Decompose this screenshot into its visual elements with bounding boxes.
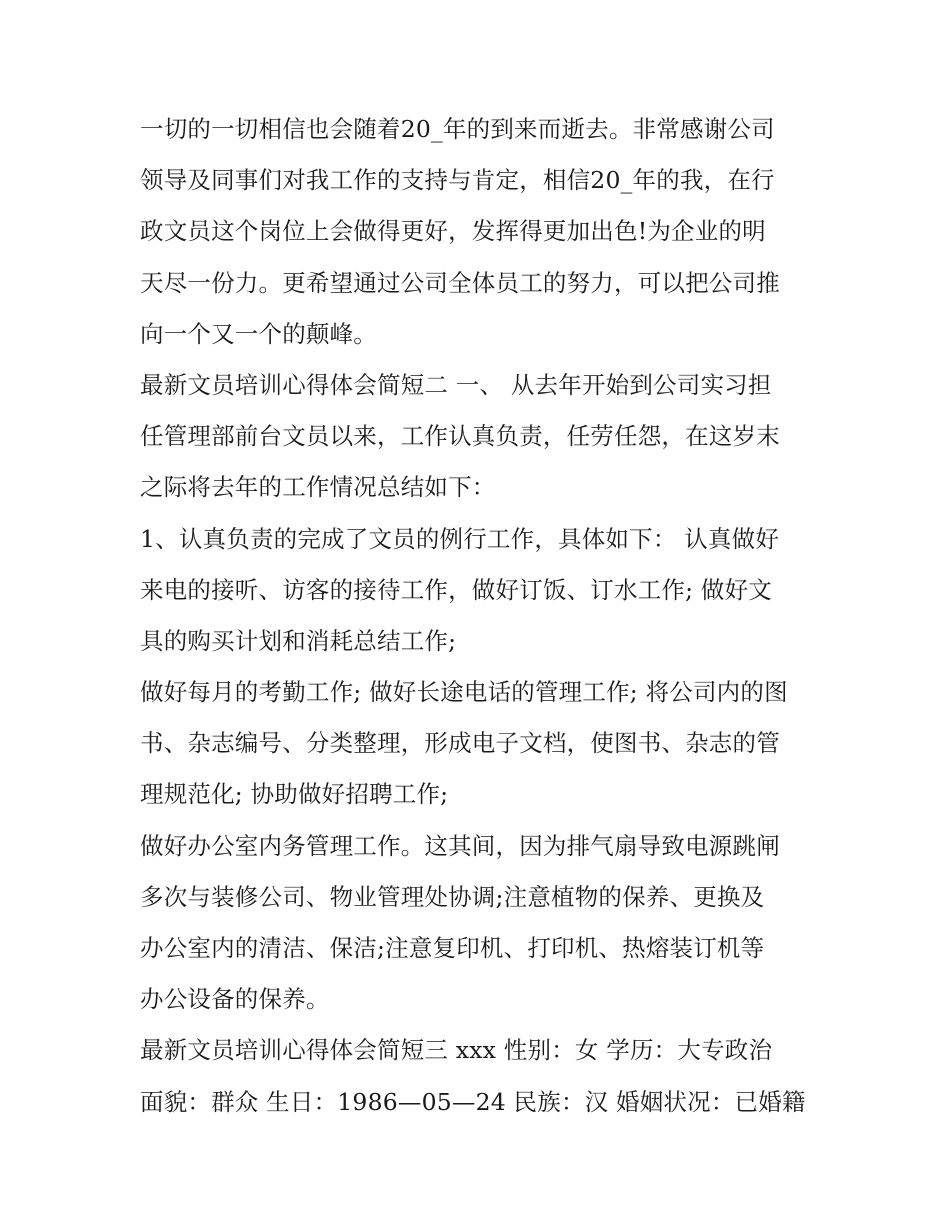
- text-line: 任管理部前台文员以来，工作认真负责，任劳任怨，在这岁末: [140, 422, 780, 451]
- text-line: 来电的接听、访客的接待工作，做好订饭、订水工作; 做好文: [140, 575, 772, 604]
- section-heading-line: 最新文员培训心得体会简短三 xxx 性别：女 学历：大专政治: [140, 1036, 773, 1065]
- text-line: 理规范化; 协助做好招聘工作;: [140, 780, 449, 809]
- section-heading-line: 最新文员培训心得体会简短二 一、 从去年开始到公司实习担: [140, 370, 772, 399]
- text-line: 办公室内的清洁、保洁;注意复印机、打印机、热熔装订机等: [140, 934, 765, 962]
- text-line: 一切的一切相信也会随着20_年的到来而逝去。非常感谢公司: [140, 115, 775, 143]
- document-body: [140, 104, 820, 1128]
- text-line: 领导及同事们对我工作的支持与肯定，相信20_年的我，在行: [140, 166, 775, 195]
- text-line: 做好办公室内务管理工作。这其间，因为排气扇导致电源跳闸: [140, 831, 780, 860]
- list-item-line: 1、认真负责的完成了文员的例行工作，具体如下： 认真做好: [140, 524, 780, 553]
- text-line: 多次与装修公司、物业管理处协调;注意植物的保养、更换及: [140, 882, 765, 911]
- text-line: 具的购买计划和消耗总结工作;: [140, 626, 457, 655]
- text-line: 向一个又一个的颠峰。: [140, 319, 377, 348]
- text-line: 书、杂志编号、分类整理，形成电子文档，使图书、杂志的管: [140, 729, 780, 758]
- text-line: 之际将去年的工作情况总结如下：: [140, 473, 496, 502]
- text-line: 天尽一份力。更希望通过公司全体员工的努力，可以把公司推: [140, 268, 780, 297]
- text-line: 做好每月的考勤工作; 做好长途电话的管理工作; 将公司内的图: [140, 678, 788, 707]
- text-line: 面貌：群众 生日：1986—05—24 民族：汉 婚姻状况：已婚籍: [140, 1087, 806, 1116]
- text-line: 政文员这个岗位上会做得更好，发挥得更加出色!为企业的明: [140, 217, 766, 246]
- text-line: 办公设备的保养。: [140, 985, 330, 1014]
